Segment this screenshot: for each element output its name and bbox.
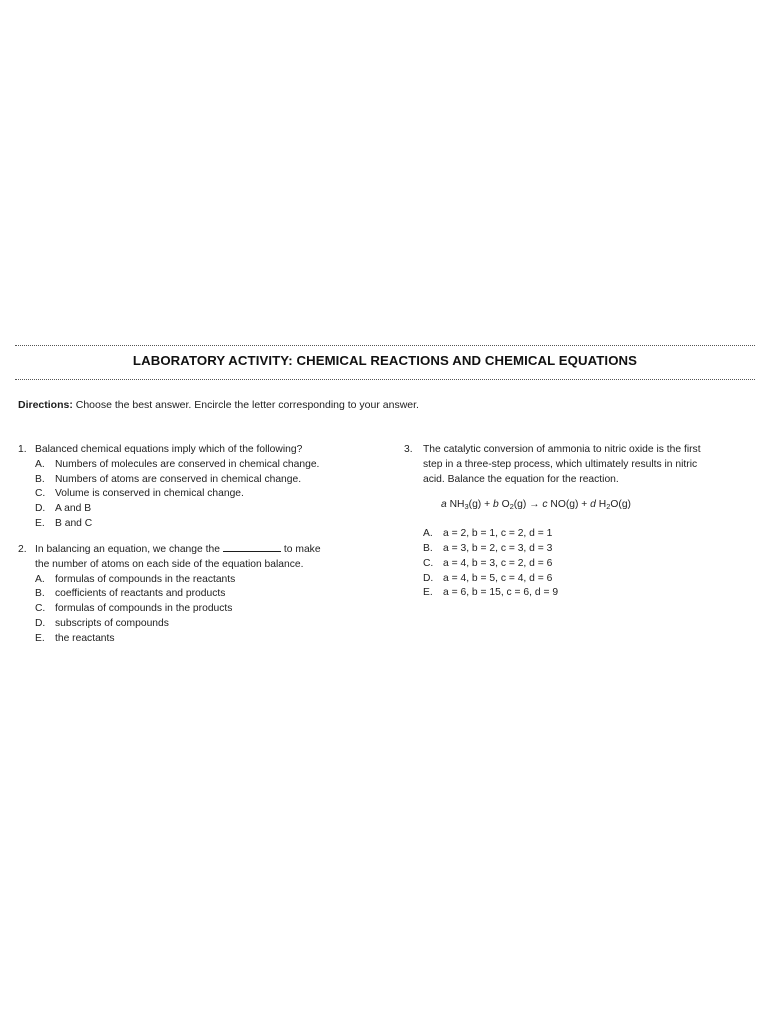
choice-letter: C.: [423, 557, 434, 569]
question-2: [18, 542, 321, 647]
choice-letter: E.: [35, 517, 45, 529]
choice-text: subscripts of compounds: [55, 617, 169, 629]
question-3-stem-line3: acid. Balance the equation for the reaction.: [423, 473, 619, 485]
choice-text: A and B: [55, 503, 92, 515]
choice-letter: A.: [423, 528, 433, 540]
question-text: Balanced chemical equations imply which of the following?: [35, 444, 303, 455]
coefficient-a: a: [441, 499, 447, 511]
choice-3b[interactable]: [404, 542, 701, 557]
choice-2d[interactable]: [18, 617, 321, 632]
subscript: 2: [606, 502, 611, 512]
choice-letter: B.: [35, 473, 45, 485]
question-text-before-blank: In balancing an equation, we change the: [35, 544, 220, 555]
choice-1d[interactable]: [18, 502, 319, 517]
answer-blank: [223, 542, 281, 552]
question-1: [18, 443, 319, 532]
choice-letter: D.: [35, 503, 46, 515]
directions: [18, 399, 419, 411]
choice-letter: C.: [35, 488, 46, 500]
choice-letter: D.: [35, 617, 46, 629]
choice-letter: E.: [35, 632, 45, 644]
choice-letter: D.: [423, 572, 434, 584]
choice-3a[interactable]: [404, 527, 701, 542]
coefficient-c: c: [542, 499, 548, 511]
equation-part: O(g): [610, 499, 631, 511]
choice-3e[interactable]: [404, 586, 701, 601]
question-number: 1.: [18, 444, 27, 455]
choice-1b[interactable]: [18, 473, 319, 488]
question-2-stem-line2: the number of atoms on each side of the equation balance.: [35, 558, 304, 570]
equation-part: O: [498, 499, 510, 511]
subscript: 2: [509, 502, 514, 512]
choice-1e[interactable]: [18, 517, 319, 532]
choice-text: a = 4, b = 5, c = 4, d = 6: [443, 572, 553, 584]
subscript: 3: [464, 502, 469, 512]
choice-text: a = 2, b = 1, c = 2, d = 1: [443, 528, 553, 540]
question-3-stem: [404, 443, 701, 458]
equation-part: NO(g) +: [547, 499, 591, 511]
chemical-equation: [404, 498, 701, 513]
page-title: LABORATORY ACTIVITY: CHEMICAL REACTIONS AND CHEMICAL EQUATIONS: [132, 353, 638, 368]
choice-text: Volume is conserved in chemical change.: [55, 488, 244, 500]
choice-letter: E.: [423, 587, 433, 599]
choice-text: the reactants: [55, 632, 115, 644]
choice-3c[interactable]: [404, 557, 701, 572]
question-number: 3.: [404, 444, 413, 455]
choice-text: a = 4, b = 3, c = 2, d = 6: [443, 557, 553, 569]
top-dotted-rule: [15, 345, 755, 346]
choice-2c[interactable]: [18, 602, 321, 617]
choice-text: Numbers of molecules are conserved in chemical change.: [55, 458, 320, 470]
question-3-stem-line2: step in a three-step process, which ultimately results in nitric: [423, 458, 698, 470]
directions-label: Directions:: [18, 399, 73, 411]
choice-letter: C.: [35, 603, 46, 615]
choice-letter: A.: [35, 573, 45, 585]
choice-1c[interactable]: [18, 487, 319, 502]
question-1-stem: [18, 443, 319, 458]
choice-3d[interactable]: [404, 572, 701, 587]
directions-text: Choose the best answer. Encircle the letter corresponding to your answer.: [72, 399, 419, 411]
choice-1a[interactable]: [18, 458, 319, 473]
question-3: [404, 443, 701, 601]
choice-text: a = 3, b = 2, c = 3, d = 3: [443, 542, 553, 554]
choice-text: a = 6, b = 15, c = 6, d = 9: [443, 587, 559, 599]
equation-part: H: [595, 499, 607, 511]
choice-text: formulas of compounds in the products: [55, 603, 233, 615]
bottom-dotted-rule: [15, 379, 755, 380]
choice-2e[interactable]: [18, 632, 321, 647]
choice-letter: B.: [423, 542, 433, 554]
question-text: The catalytic conversion of ammonia to nitric oxide is the first: [423, 444, 701, 455]
choice-2a[interactable]: [18, 573, 321, 588]
question-number: 2.: [18, 544, 27, 555]
equation-part: (g) +: [468, 499, 493, 511]
choice-2b[interactable]: [18, 587, 321, 602]
choice-text: formulas of compounds in the reactants: [55, 573, 236, 585]
coefficient-d: d: [590, 499, 596, 511]
choice-letter: A.: [35, 458, 45, 470]
choice-text: B and C: [55, 517, 93, 529]
question-2-stem: [18, 542, 321, 558]
choice-letter: B.: [35, 588, 45, 600]
choice-text: Numbers of atoms are conserved in chemical change.: [55, 473, 302, 485]
equation-part: (g) →: [513, 499, 543, 511]
choice-text: coefficients of reactants and products: [55, 588, 226, 600]
question-text-after-blank: to make: [283, 544, 321, 555]
coefficient-b: b: [492, 499, 499, 511]
equation-part: NH: [446, 499, 465, 511]
